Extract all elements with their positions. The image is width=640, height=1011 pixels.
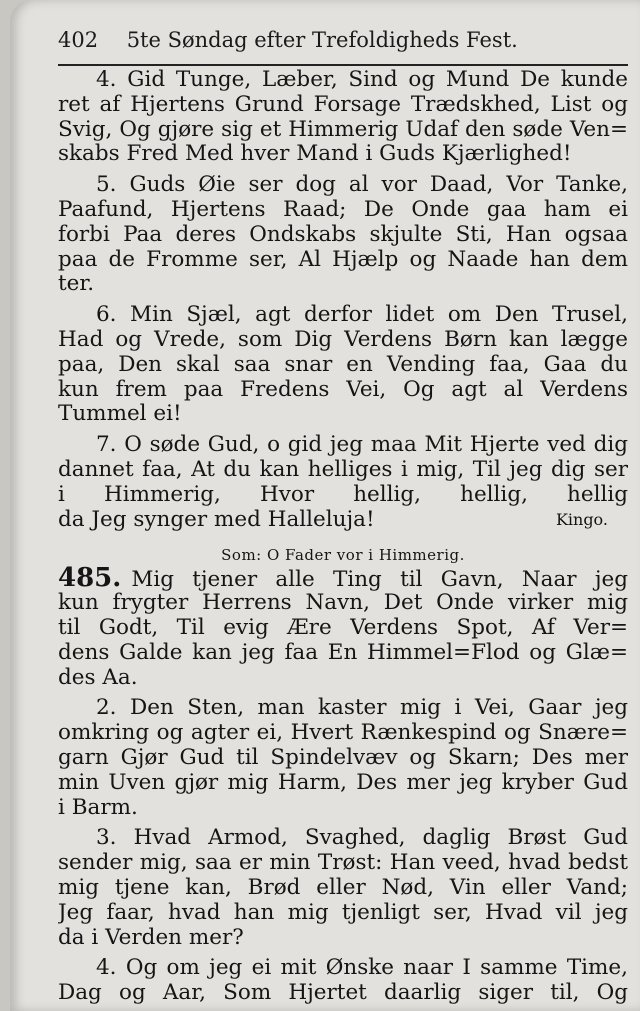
text-line: paa, Den skal saa snar en Vending faa, Gaa du: [58, 352, 628, 377]
hymn-verse: [58, 566, 628, 690]
text-line: til Godt, Til evig Ære Verdens Spot, Af Ver=: [58, 615, 628, 640]
text-line: da i Verden mer?: [58, 925, 244, 950]
text-line: kun frem paa Fredens Vei, Og agt al Verdens: [58, 377, 628, 402]
page-body: [58, 68, 628, 1006]
text-line: dannet faa, At du kan helliges i mig, Til jeg dig ser: [58, 457, 628, 482]
text-line: Jeg faar, hvad han mig tjenligt ser, Hvad vil jeg: [58, 900, 628, 925]
text-line: ter.: [58, 272, 95, 297]
text-line: forbi Paa deres Ondskabs skjulte Sti, Han ogsaa: [58, 222, 628, 247]
verse: [58, 433, 628, 532]
text-line: i Himmerig, Hvor hellig, hellig, hellig: [58, 482, 628, 507]
text-line: 4. Gid Tunge, Læber, Sind og Mund De kunde: [96, 68, 628, 92]
text-line: des Aa.: [58, 665, 138, 690]
text-line: paa de Fromme ser, Al Hjælp og Naade han dem: [58, 247, 628, 272]
text-line: Tummel ei!: [58, 402, 182, 427]
melody-reference: Som: O Fader vor i Himmerig.: [221, 546, 465, 565]
verse: [58, 303, 628, 427]
text-line: sender mig, saa er min Trøst: Han veed, hvad bedst: [58, 851, 628, 876]
text-line: 2. Den Sten, man kaster mig i Vei, Gaar jeg: [96, 696, 628, 721]
text-line: 3. Hvad Armod, Svaghed, daglig Brøst Gud: [96, 826, 628, 851]
text-line: [58, 508, 628, 533]
text-line: ret af Hjertens Grund Forsage Trædskhed, List og: [58, 92, 628, 117]
text-line: garn Gjør Gud til Spindelvæv og Skarn; Des mer: [58, 745, 628, 770]
text-line: i Barm.: [58, 795, 138, 820]
header-rule: [58, 64, 628, 66]
text-line: 5. Guds Øie ser dog al vor Daad, Vor Tanke,: [96, 173, 628, 198]
text-line: skabs Fred Med hver Mand i Guds Kjærlighed!: [58, 142, 572, 167]
verse-text: da Jeg synger med Halleluja!: [58, 507, 375, 532]
text-line: 4. Og om jeg ei mit Ønske naar I samme Time,: [96, 956, 628, 981]
text-line: 7. O søde Gud, o gid jeg maa Mit Hjerte ved dig: [96, 433, 628, 458]
text-line: Svig, Og gjøre sig et Himmerig Udaf den søde Ven=: [58, 117, 628, 142]
hymn-verse: [58, 956, 628, 1006]
text-line: Paafund, Hjertens Raad; De Onde gaa ham ei: [58, 197, 628, 222]
hymn-number: 485.: [58, 566, 122, 592]
text-line: kun frygter Herrens Navn, Det Onde virker mig: [58, 591, 628, 616]
verse: [58, 68, 628, 167]
text-line: [58, 566, 628, 591]
page-header: [58, 28, 628, 52]
text-line: mig tjene kan, Brød eller Nød, Vin eller Vand;: [58, 875, 628, 900]
book-page: [10, 0, 640, 1011]
verse-text: Mig tjener alle Ting til Gavn, Naar jeg: [131, 567, 628, 592]
verse: [58, 173, 628, 297]
page-number: 402: [58, 28, 99, 52]
text-line: Had og Vrede, som Dig Verdens Børn kan lægge: [58, 327, 628, 352]
hymn-verse: [58, 696, 628, 820]
text-line: 6. Min Sjæl, agt derfor lidet om Den Trusel,: [96, 303, 628, 328]
text-line: Dag og Aar, Som Hjertet daarlig siger til, Og: [58, 981, 628, 1006]
text-line: omkring og agter ei, Hvert Rænkespind og Snære=: [58, 721, 628, 746]
author-signature: Kingo.: [555, 509, 608, 529]
text-line: min Uven gjør mig Harm, Des mer jeg kryber Gud: [58, 770, 628, 795]
text-line: dens Galde kan jeg faa En Himmel=Flod og Glæ=: [58, 640, 628, 665]
hymn-verse: [58, 826, 628, 950]
running-title: 5te Søndag efter Trefoldigheds Fest.: [126, 28, 518, 52]
